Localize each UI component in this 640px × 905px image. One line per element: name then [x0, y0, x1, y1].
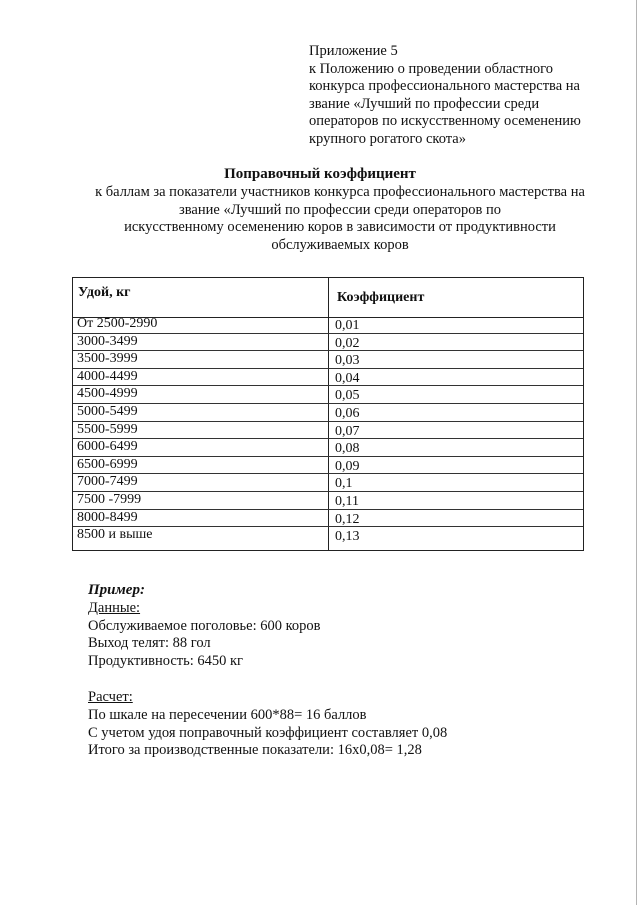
table-row [73, 369, 583, 387]
yield-cell: 6000-6499 [77, 439, 138, 455]
example-section [88, 582, 508, 760]
yield-cell: 7000-7499 [77, 474, 138, 490]
appendix-line: операторов по искусственному осеменению [309, 113, 581, 130]
coefficient-cell: 0,08 [335, 441, 360, 457]
table-row [73, 404, 583, 422]
coefficient-cell: 0,12 [335, 511, 360, 527]
subtitle-line: обслуживаемых коров [271, 236, 409, 253]
coefficient-cell: 0,06 [335, 406, 360, 421]
yield-cell: 4500-4999 [77, 386, 138, 402]
table-row [73, 351, 583, 369]
document-title: Поправочный коэффициент [224, 166, 416, 182]
table-row [73, 386, 583, 404]
subtitle-line: искусственному осеменению коров в зависимости от продуктивности [124, 219, 556, 235]
yield-cell: 8000-8499 [77, 509, 138, 525]
data-line: Обслуживаемое поголовье: 600 коров [88, 617, 321, 634]
spacer [88, 671, 508, 689]
scan-edge-line [636, 0, 637, 905]
yield-cell: 4000-4499 [77, 368, 138, 384]
yield-cell: 3500-3999 [77, 351, 138, 367]
table-row [73, 334, 583, 352]
coefficient-cell: 0,02 [335, 335, 360, 351]
coefficient-cell: 0,09 [335, 458, 360, 474]
data-line: Продуктивность: 6450 кг [88, 653, 244, 670]
coefficient-cell: 0,07 [335, 423, 360, 439]
table-row [73, 422, 583, 440]
appendix-reference [309, 43, 609, 149]
calc-line: С учетом удоя поправочный коэффициент составляет 0,08 [88, 724, 448, 741]
coefficient-cell: 0,1 [335, 476, 353, 492]
appendix-line: конкурса профессионального мастерства на [309, 78, 580, 95]
yield-cell: 7500 -7999 [77, 492, 142, 507]
subtitle-line: звание «Лучший по профессии среди операторов по [179, 201, 501, 218]
table-row [73, 527, 583, 545]
yield-cell: 3000-3499 [77, 333, 138, 349]
coefficient-cell: 0,04 [335, 370, 360, 386]
calc-line: По шкале на пересечении 600*88= 16 баллов [88, 706, 367, 723]
coefficient-cell: 0,11 [335, 494, 359, 509]
calc-label: Расчет: [88, 688, 133, 705]
appendix-line: к Положению о проведении областного [309, 60, 553, 77]
coefficient-cell: 0,13 [335, 529, 360, 545]
header-yield: Удой, кг [78, 285, 131, 300]
coefficient-table [72, 277, 584, 551]
appendix-line: крупного рогатого скота» [309, 130, 466, 147]
coefficient-cell: 0,05 [335, 388, 360, 404]
example-heading: Пример: [88, 582, 145, 598]
table-row [73, 510, 583, 528]
data-label: Данные: [88, 599, 141, 616]
coefficient-cell: 0,03 [335, 353, 360, 369]
header-coefficient: Коэффициент [337, 290, 425, 305]
yield-cell: 8500 и выше [77, 527, 153, 543]
appendix-line: звание «Лучший по профессии среди [309, 95, 540, 112]
table-row [73, 457, 583, 475]
document-subtitle [60, 184, 620, 254]
coefficient-cell: 0,01 [335, 318, 360, 333]
table-row [73, 439, 583, 457]
table-row [73, 316, 583, 334]
yield-cell: От 2500-2990 [77, 316, 158, 331]
data-line: Выход телят: 88 гол [88, 635, 211, 652]
yield-cell: 6500-6999 [77, 456, 138, 472]
appendix-line: Приложение 5 [309, 43, 398, 59]
yield-cell: 5500-5999 [77, 421, 138, 437]
yield-cell: 5000-5499 [77, 404, 138, 419]
subtitle-line: к баллам за показатели участников конкурса профессионального мастерства на [95, 184, 585, 200]
table-row [73, 492, 583, 510]
table-row [73, 474, 583, 492]
calc-line: Итого за производственные показатели: 16х0,08= 1,28 [88, 742, 422, 759]
